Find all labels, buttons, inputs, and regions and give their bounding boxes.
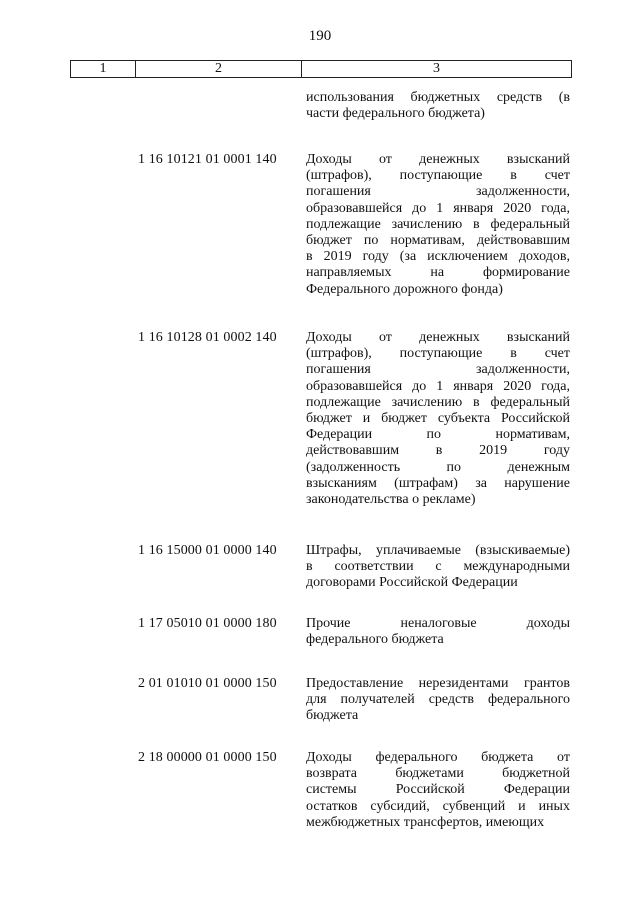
description-line: действовавшим в 2019 году [306,443,570,459]
description-line: договорами Российской Федерации [306,575,518,591]
description-line: использования бюджетных средств (в [306,90,570,105]
description-line: подлежащие зачислению в федеральный [306,394,570,410]
description-line: образовавшейся до 1 января 2020 года, [306,200,570,216]
description-line: Федерации по нормативам, [306,427,570,443]
description-line: для получателей средств федерального [306,692,570,708]
description-line: (штрафов), поступающие в счет [306,168,570,184]
description-line: системы Российской Федерации [306,782,570,798]
column-header-row [70,60,572,78]
budget-code: 2 01 01010 01 0000 150 [138,676,277,691]
budget-description [306,750,570,831]
description-line: бюджет и бюджет субъекта Российской [306,411,570,427]
description-line: (штрафов), поступающие в счет [306,346,570,362]
budget-description [306,152,570,298]
budget-code: 1 17 05010 01 0000 180 [138,616,277,631]
column-header-2: 2 [136,61,302,77]
description-line: направляемых на формирование [306,265,570,281]
description-line: федерального бюджета [306,632,444,648]
budget-code: 2 18 00000 01 0000 150 [138,750,277,765]
description-line: в соответствии с международными [306,559,570,575]
budget-code: 1 16 15000 01 0000 140 [138,543,277,558]
description-line: части федерального бюджета) [306,106,485,122]
description-line: погашения задолженности, [306,362,570,378]
description-line: остатков субсидий, субвенций и иных [306,798,570,814]
description-line: образовавшейся до 1 января 2020 года, [306,378,570,394]
budget-description [306,543,570,592]
budget-code: 1 16 10121 01 0001 140 [138,152,277,167]
description-line: Прочие неналоговые доходы [306,616,570,631]
description-line: подлежащие зачислению в федеральный [306,216,570,232]
budget-code: 1 16 10128 01 0002 140 [138,330,277,345]
description-line: Доходы от денежных взысканий [306,330,570,345]
budget-description [306,330,570,508]
description-line: Доходы от денежных взысканий [306,152,570,167]
budget-description [306,616,570,648]
column-header-1: 1 [71,61,136,77]
budget-description [306,676,570,725]
description-line: законодательства о рекламе) [306,492,476,508]
page-number: 190 [308,28,332,44]
description-line: межбюджетных трансфертов, имеющих [306,814,545,830]
description-line: Доходы федерального бюджета от [306,750,570,765]
description-line: Предоставление нерезидентами грантов [306,676,570,691]
description-line: бюджета [306,708,359,724]
column-header-3: 3 [433,61,440,76]
description-line: погашения задолженности, [306,184,570,200]
description-line: взысканиям (штрафам) за нарушение [306,475,570,491]
description-line: бюджет по нормативам, действовавшим [306,233,570,249]
budget-description [306,90,570,122]
description-line: Штрафы, уплачиваемые (взыскиваемые) [306,543,570,558]
description-line: Федерального дорожного фонда) [306,281,503,297]
description-line: возврата бюджетами бюджетной [306,766,570,782]
description-line: (задолженность по денежным [306,459,570,475]
description-line: в 2019 году (за исключением доходов, [306,249,570,265]
